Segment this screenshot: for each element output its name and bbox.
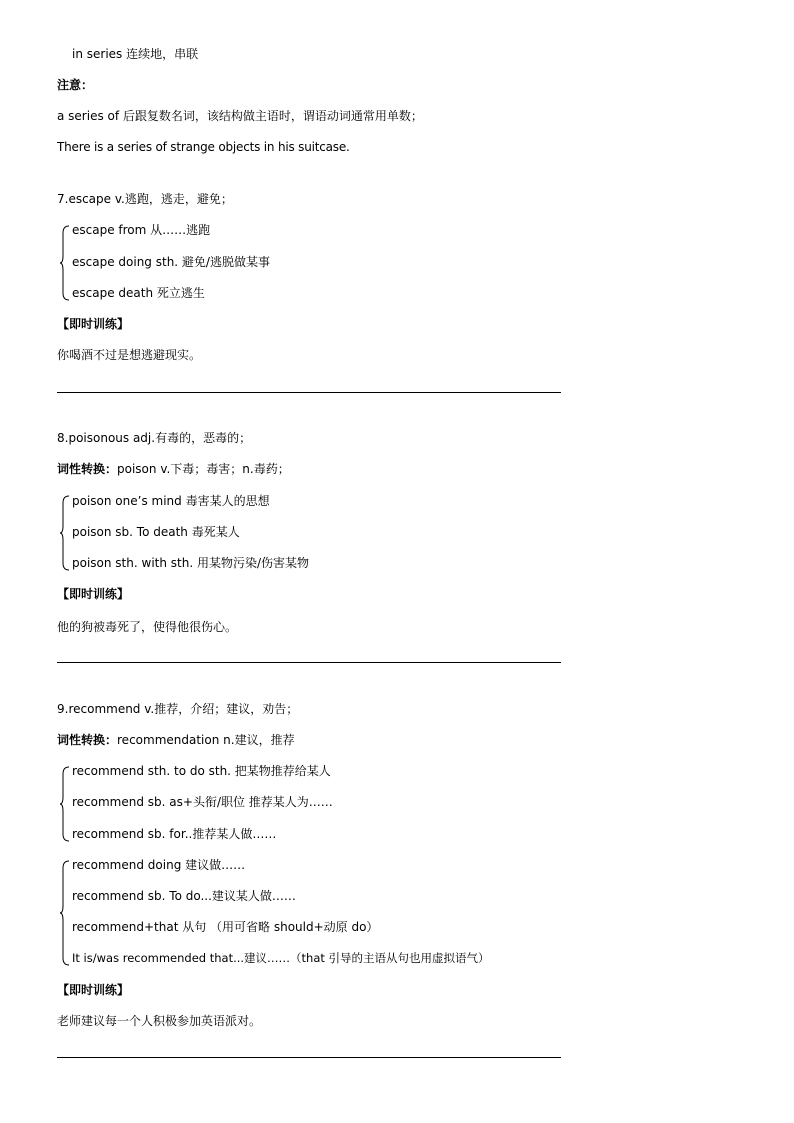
poison-phrase: poison sth. with sth. 用某物污染/伤害某物 [72,556,310,570]
escape-phrase: escape death 死立逃生 [72,286,205,300]
brace-8 [60,495,70,571]
conversion-label: 词性转换： [57,462,118,476]
answer-line [57,1057,561,1058]
poison-phrase: poison one’s mind 毒害某人的思想 [72,494,270,508]
conversion-text: poison v.下毒；毒害；n.毒药； [117,462,290,476]
note-example: There is a series of strange objects in his suitcase. [57,140,350,154]
section-9-heading: 9.recommend v.推荐，介绍；建议，劝告； [57,702,299,716]
escape-phrase: escape from 从……逃跑 [72,223,211,237]
practice-label: 【即时训练】 [57,317,130,331]
escape-phrase: escape doing sth. 避免/逃脱做某事 [72,255,270,269]
conversion-text: recommendation n.建议，推荐 [117,733,295,747]
recommend-phrase: recommend doing 建议做…… [72,858,246,872]
note-heading: 注意： [57,78,94,92]
practice-label: 【即时训练】 [57,587,130,601]
practice-text: 你喝酒不过是想逃避现实。 [57,348,202,362]
conversion-line [57,732,295,748]
conversion-line [57,461,290,477]
poison-phrase: poison sb. To death 毒死某人 [72,525,240,539]
practice-label: 【即时训练】 [57,983,130,997]
practice-text: 他的狗被毒死了，使得他很伤心。 [57,620,238,634]
phrase-in-series: in series 连续地，串联 [72,47,199,61]
recommend-phrase: It is/was recommended that...建议……（that 引导的主语从句也用虚拟语气） [72,951,490,965]
recommend-phrase: recommend sb. for..推荐某人做…… [72,827,277,841]
note-text: a series of 后跟复数名词，该结构做主语时，谓语动词通常用单数； [57,109,423,123]
practice-text: 老师建议每一个人积极参加英语派对。 [57,1014,262,1028]
answer-line [57,662,561,663]
recommend-phrase: recommend sb. To do...建议某人做…… [72,889,296,903]
section-8-heading: 8.poisonous adj.有毒的，恶毒的； [57,431,252,445]
brace-9a [60,766,70,842]
conversion-label: 词性转换： [57,733,118,747]
recommend-phrase: recommend sb. as+头衔/职位 推荐某人为…… [72,795,333,809]
recommend-phrase: recommend+that 从句 （用可省略 should+动原 do） [72,920,379,934]
brace-9b [60,860,70,966]
brace-7 [60,225,70,301]
answer-line [57,392,561,393]
section-7-heading: 7.escape v.逃跑，逃走，避免； [57,192,233,206]
recommend-phrase: recommend sth. to do sth. 把某物推荐给某人 [72,764,331,778]
